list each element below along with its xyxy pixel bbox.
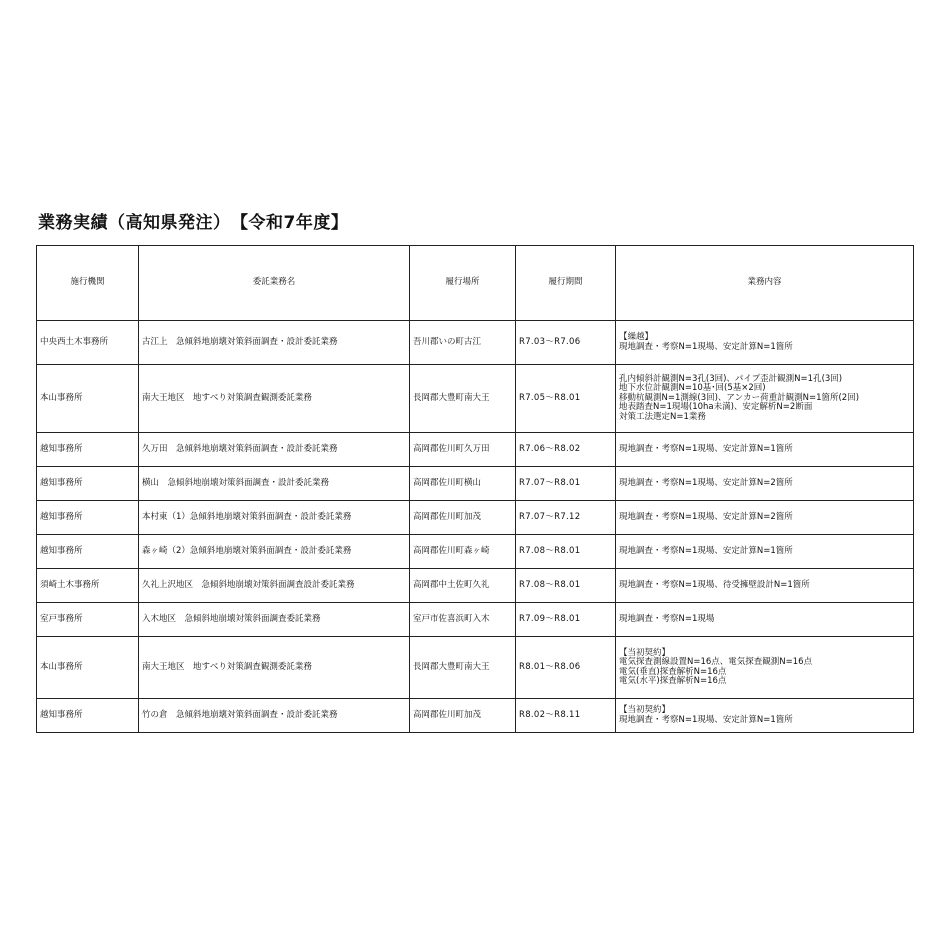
table-row <box>37 321 914 365</box>
table-row <box>37 501 914 535</box>
cell-place: 高岡郡佐川町久万田 <box>410 433 516 467</box>
cell-name: 森ヶ崎（2）急傾斜地崩壊対策斜面調査・設計委託業務 <box>139 535 410 569</box>
detail-line: 現地調査・考察N=1現場 <box>619 613 715 624</box>
header-place: 履行場所 <box>410 246 516 321</box>
cell-name: 古江上 急傾斜地崩壊対策斜面調査・設計委託業務 <box>139 321 410 365</box>
cell-place: 吾川郡いの町古江 <box>410 321 516 365</box>
cell-org: 中央西土木事務所 <box>37 321 139 365</box>
cell-place: 高岡郡佐川町横山 <box>410 467 516 501</box>
records-table <box>36 245 914 733</box>
cell-name: 入木地区 急傾斜地崩壊対策斜面調査委託業務 <box>139 603 410 637</box>
detail-line: 【当初契約】 <box>619 647 671 658</box>
cell-name: 本村東（1）急傾斜地崩壊対策斜面調査・設計委託業務 <box>139 501 410 535</box>
cell-detail <box>616 699 914 733</box>
cell-period: R7.09～R8.01 <box>516 603 616 637</box>
detail-line: 現地調査・考察N=1現場、安定計算N=1箇所 <box>619 545 793 556</box>
detail-line: 対策工法選定N=1業務 <box>619 411 706 422</box>
cell-place: 長岡郡大豊町南大王 <box>410 365 516 433</box>
cell-org: 本山事務所 <box>37 365 139 433</box>
cell-org: 須崎土木事務所 <box>37 569 139 603</box>
table-row <box>37 467 914 501</box>
detail-line: 現地調査・考察N=1現場、安定計算N=1箇所 <box>619 341 793 352</box>
table-row <box>37 433 914 467</box>
detail-line: 移動杭観測N=1測線(3回)、アンカー荷重計観測N=1箇所(2回) <box>619 392 860 403</box>
cell-period: R8.01～R8.06 <box>516 637 616 699</box>
cell-period: R7.05～R8.01 <box>516 365 616 433</box>
page-title: 業務実績（高知県発注） 【令和7年度】 <box>38 213 349 233</box>
table-row <box>37 535 914 569</box>
cell-detail <box>616 467 914 501</box>
cell-name: 久礼上沢地区 急傾斜地崩壊対策斜面調査設計委託業務 <box>139 569 410 603</box>
table-row <box>37 699 914 733</box>
cell-detail <box>616 321 914 365</box>
table-body <box>37 321 914 733</box>
cell-detail <box>616 569 914 603</box>
detail-line: 地表踏査N=1現場(10ha未満)、安定解析N=2断面 <box>619 402 813 413</box>
cell-org: 越知事務所 <box>37 699 139 733</box>
cell-name: 竹の倉 急傾斜地崩壊対策斜面調査・設計委託業務 <box>139 699 410 733</box>
cell-period: R7.07～R8.01 <box>516 467 616 501</box>
table-row <box>37 569 914 603</box>
cell-org: 越知事務所 <box>37 467 139 501</box>
cell-detail <box>616 535 914 569</box>
detail-line: 現地調査・考察N=1現場、安定計算N=1箇所 <box>619 443 793 454</box>
detail-line: 電気(垂直)探査解析N=16点 <box>619 666 727 677</box>
detail-line: 地下水位計観測N=10基･回(5基×2回) <box>619 383 766 394</box>
cell-place: 高岡郡佐川町加茂 <box>410 699 516 733</box>
cell-org: 室戸事務所 <box>37 603 139 637</box>
detail-line: 現地調査・考察N=1現場、安定計算N=1箇所 <box>619 714 793 725</box>
header-name: 委託業務名 <box>139 246 410 321</box>
cell-place: 高岡郡中土佐町久礼 <box>410 569 516 603</box>
cell-place: 室戸市佐喜浜町入木 <box>410 603 516 637</box>
cell-period: R7.08～R8.01 <box>516 535 616 569</box>
cell-period: R7.03～R7.06 <box>516 321 616 365</box>
cell-detail <box>616 603 914 637</box>
detail-line: 現地調査・考察N=1現場、安定計算N=2箇所 <box>619 477 793 488</box>
detail-line: 電気(水平)探査解析N=16点 <box>619 676 727 686</box>
cell-period: R7.07～R7.12 <box>516 501 616 535</box>
cell-org: 越知事務所 <box>37 501 139 535</box>
cell-name: 南大王地区 地すべり対策調査観測委託業務 <box>139 637 410 699</box>
detail-line: 現地調査・考察N=1現場、安定計算N=2箇所 <box>619 511 793 522</box>
cell-detail <box>616 433 914 467</box>
header-row <box>37 246 914 321</box>
cell-place: 長岡郡大豊町南大王 <box>410 637 516 699</box>
detail-line: 【当初契約】 <box>619 705 671 715</box>
table-row <box>37 603 914 637</box>
cell-period: R7.06～R8.02 <box>516 433 616 467</box>
cell-detail <box>616 365 914 433</box>
cell-name: 横山 急傾斜地崩壊対策斜面調査・設計委託業務 <box>139 467 410 501</box>
cell-place: 高岡郡佐川町森ヶ崎 <box>410 535 516 569</box>
detail-line: 【繰越】 <box>619 332 654 342</box>
cell-period: R7.08～R8.01 <box>516 569 616 603</box>
cell-org: 越知事務所 <box>37 535 139 569</box>
header-period: 履行期間 <box>516 246 616 321</box>
header-org: 施行機関 <box>37 246 139 321</box>
header-detail: 業務内容 <box>616 246 914 321</box>
table-row <box>37 365 914 433</box>
cell-detail <box>616 501 914 535</box>
cell-org: 本山事務所 <box>37 637 139 699</box>
table-row <box>37 637 914 699</box>
cell-name: 南大王地区 地すべり対策調査観測委託業務 <box>139 365 410 433</box>
detail-line: 現地調査・考察N=1現場、待受擁壁設計N=1箇所 <box>619 579 810 590</box>
cell-detail <box>616 637 914 699</box>
cell-org: 越知事務所 <box>37 433 139 467</box>
cell-place: 高岡郡佐川町加茂 <box>410 501 516 535</box>
detail-line: 電気探査測線設置N=16点、電気探査観測N=16点 <box>619 657 813 667</box>
cell-name: 久万田 急傾斜地崩壊対策斜面調査・設計委託業務 <box>139 433 410 467</box>
cell-period: R8.02～R8.11 <box>516 699 616 733</box>
detail-line: 孔内傾斜計観測N=3孔(3回)、パイプ歪計観測N=1孔(3回) <box>619 373 843 384</box>
